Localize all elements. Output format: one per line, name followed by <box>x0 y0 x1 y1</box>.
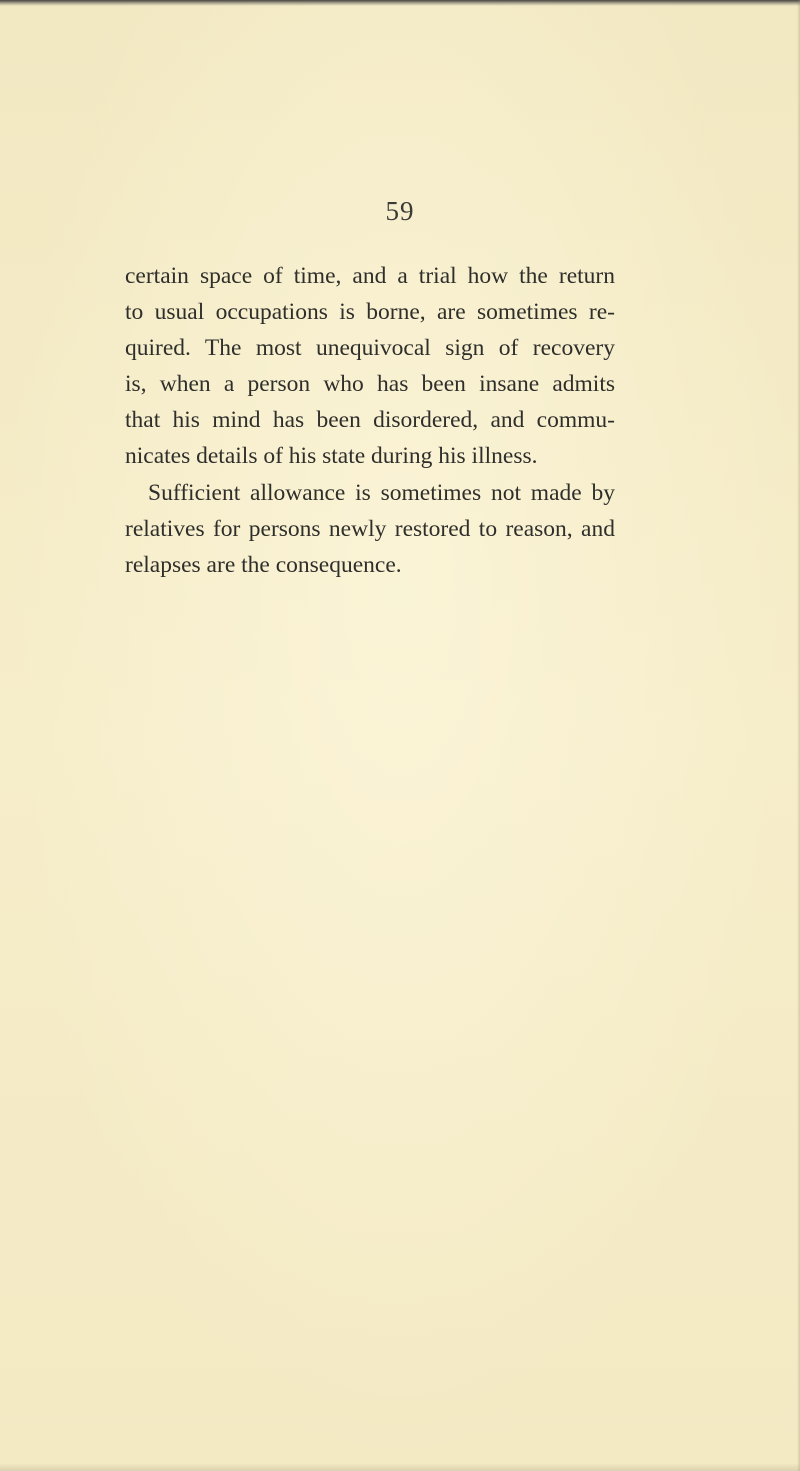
page-top-edge <box>0 0 800 6</box>
text-line: to usual occupations is borne, are sometimes re- <box>125 299 615 326</box>
text-line: certain space of time, and a trial how the return <box>125 263 615 289</box>
text-line: Sufficient allowance is sometimes not made by <box>148 479 615 506</box>
page-bottom-edge <box>0 1463 800 1471</box>
text-line: relapses are the consequence. <box>125 551 402 578</box>
paragraph-2 <box>125 475 615 583</box>
text-line: nicates details of his state during his illness. <box>125 443 538 470</box>
paragraph-1 <box>125 258 615 475</box>
body-text <box>125 258 615 583</box>
text-line: that his mind has been disordered, and commu- <box>125 407 615 434</box>
text-line: is, when a person who has been insane admits <box>125 371 615 398</box>
page-number: 59 <box>385 196 415 226</box>
text-line: relatives for persons newly restored to reason, and <box>125 515 615 542</box>
text-line: quired. The most unequivocal sign of recovery <box>125 335 615 362</box>
